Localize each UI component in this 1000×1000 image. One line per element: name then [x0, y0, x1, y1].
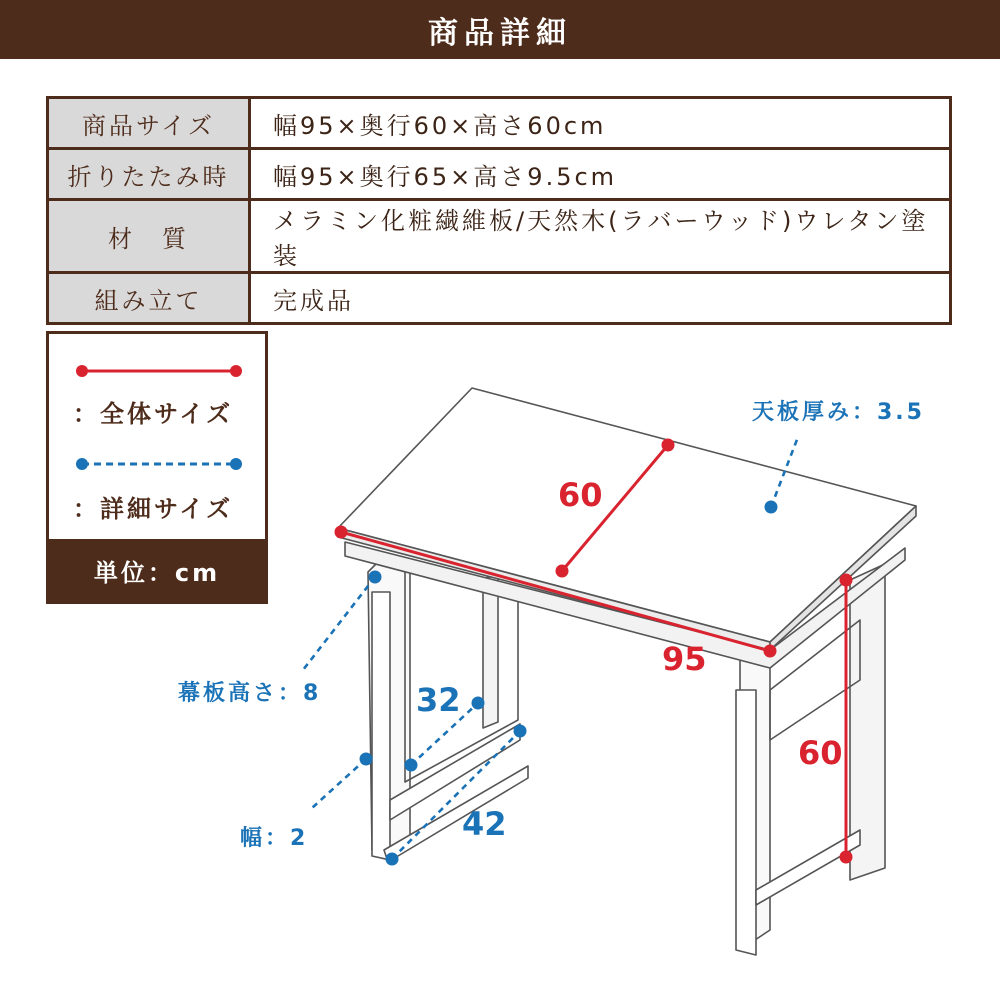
dimension-dot-icon — [765, 501, 778, 514]
spec-value: 幅95×奥行60×高さ60cm — [250, 98, 951, 149]
right-front-leg-face — [736, 690, 756, 955]
spec-label: 商品サイズ — [48, 98, 250, 149]
spec-value: 幅95×奥行65×高さ9.5cm — [250, 149, 951, 200]
dimension-dot-icon — [840, 574, 853, 587]
dimension-dot-icon — [335, 526, 348, 539]
detail-size-label: ：詳細サイズ — [73, 495, 234, 523]
inner-width-label: 32 — [416, 681, 461, 719]
dimension-dot-icon — [386, 853, 399, 866]
outer-width-label: 42 — [462, 805, 507, 843]
right-bottom-rail — [756, 830, 860, 905]
dimension-dot-icon — [764, 645, 777, 658]
leg-width-label: 幅：2 — [240, 826, 309, 851]
apron-height-label: 幕板高さ：8 — [178, 681, 322, 706]
width-label: 95 — [662, 640, 707, 678]
dimension-dot-icon — [405, 759, 418, 772]
unit-label: 単位：cm — [49, 539, 265, 601]
apron-height-leader — [303, 577, 375, 670]
page-title: 商品詳細 — [428, 15, 572, 51]
spec-value: メラミン化粧繊維板/天然木(ラバーウッド)ウレタン塗装 — [250, 200, 951, 273]
back-left-leg — [483, 576, 498, 728]
overall-size-label: ：全体サイズ — [73, 400, 234, 428]
desk-drawing — [338, 388, 916, 955]
height-label: 60 — [798, 734, 843, 772]
dimension-dot-icon — [514, 725, 527, 738]
left-front-leg-face — [372, 592, 390, 860]
spec-label: 材 質 — [48, 200, 250, 273]
depth-label: 60 — [558, 476, 603, 514]
spec-label: 組み立て — [48, 273, 250, 324]
dimension-dot-icon — [556, 565, 569, 578]
dimension-dot-icon — [360, 753, 373, 766]
spec-label: 折りたたみ時 — [48, 149, 250, 200]
dimension-dot-icon — [472, 697, 485, 710]
dimension-dot-icon — [369, 571, 382, 584]
leg-width-leader — [312, 759, 366, 808]
dimension-dot-icon — [662, 439, 675, 452]
spec-value: 完成品 — [250, 273, 951, 324]
top-thickness-label: 天板厚み：3.5 — [752, 400, 925, 425]
dimension-dot-icon — [840, 851, 853, 864]
